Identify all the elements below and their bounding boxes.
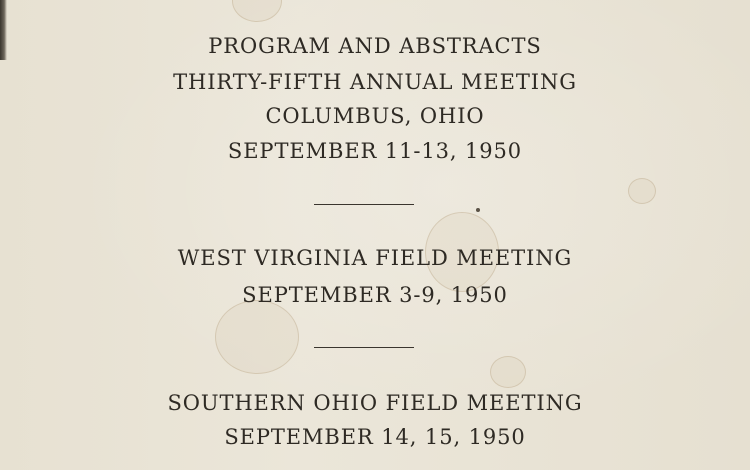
west-virginia-dates: SEPTEMBER 3-9, 1950 — [242, 283, 508, 307]
program-title: PROGRAM AND ABSTRACTS — [208, 34, 542, 58]
meeting-title: THIRTY-FIFTH ANNUAL MEETING — [173, 70, 577, 94]
west-virginia-title: WEST VIRGINIA FIELD MEETING — [177, 246, 573, 270]
divider-rule — [314, 204, 414, 205]
paper-stain — [232, 0, 282, 22]
paper-stain — [215, 300, 299, 374]
meeting-location: COLUMBUS, OHIO — [265, 104, 485, 128]
southern-ohio-title: SOUTHERN OHIO FIELD MEETING — [167, 391, 583, 415]
southern-ohio-dates: SEPTEMBER 14, 15, 1950 — [224, 425, 526, 449]
meeting-dates: SEPTEMBER 11-13, 1950 — [227, 139, 523, 163]
paper-stain — [628, 178, 656, 204]
divider-rule — [314, 347, 414, 348]
ink-speck — [476, 208, 480, 212]
paper-stain — [490, 356, 526, 388]
